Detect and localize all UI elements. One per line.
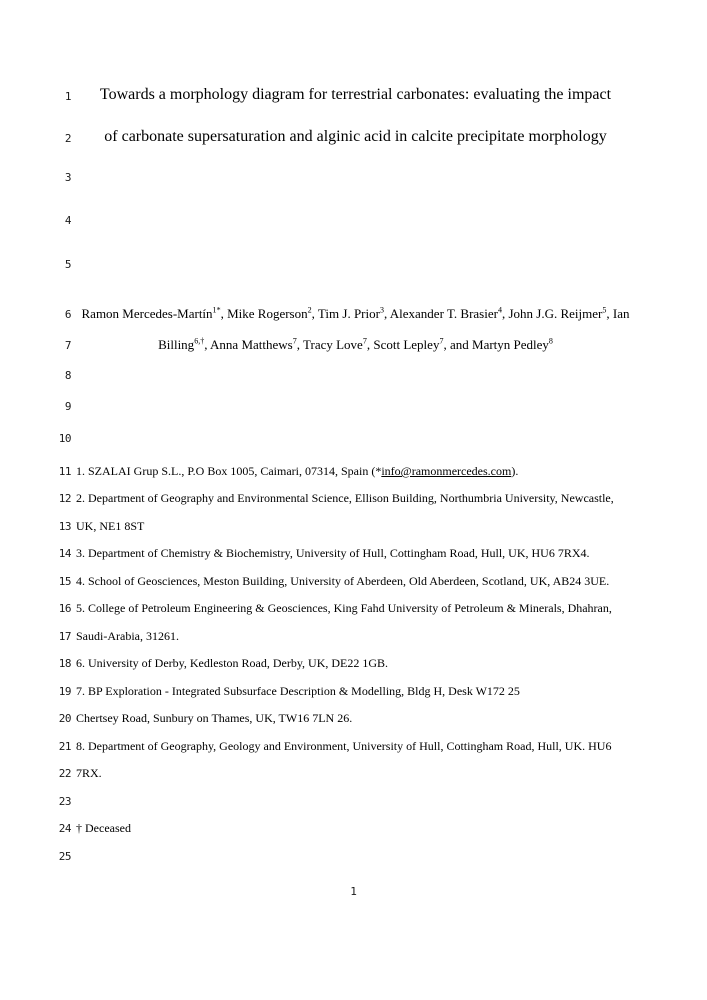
line-row-9 [0, 399, 707, 423]
author-superscript: 4 [497, 305, 502, 315]
body-line: UK, NE1 8ST [76, 519, 145, 533]
line-number: 24 [58, 822, 71, 835]
text-segment: 1. SZALAI Grup S.L., P.O Box 1005, Caimari, 07314, Spain (* [76, 464, 382, 478]
line-number: 16 [58, 602, 71, 615]
line-row-20 [0, 711, 707, 735]
email-link[interactable]: info@ramonmercedes.com [381, 464, 512, 478]
line-row-12 [0, 491, 707, 515]
author-superscript: 6,† [194, 336, 205, 346]
line-row-2 [0, 128, 707, 152]
text-segment: , John J.G. Reijmer [501, 306, 603, 321]
text-segment: , Alexander T. Brasier [383, 306, 498, 321]
line-row-18 [0, 656, 707, 680]
body-line: 7RX. [76, 766, 102, 780]
line-number: 2 [64, 132, 71, 145]
line-number: 20 [58, 712, 71, 725]
line-number: 14 [58, 547, 71, 560]
line-row-21 [0, 739, 707, 763]
author-superscript: 5 [602, 305, 607, 315]
body-line: 8. Department of Geography, Geology and Environment, University of Hull, Cottingham Road, Hull, UK. HU6 [76, 739, 612, 753]
body-line [76, 464, 635, 479]
text-segment: ). [511, 464, 519, 478]
author-superscript: 1* [212, 305, 221, 315]
text-segment: Billing [158, 337, 195, 352]
line-number: 3 [64, 171, 71, 184]
text-segment: , Tracy Love [296, 337, 363, 352]
line-row-16 [0, 601, 707, 625]
line-row-4 [0, 213, 707, 237]
author-line [76, 306, 635, 322]
text-segment: , Ian [606, 306, 630, 321]
text-segment: Ramon Mercedes-Martín [81, 306, 213, 321]
line-number: 1 [64, 90, 71, 103]
line-number: 10 [58, 432, 71, 445]
body-line: † Deceased [76, 821, 131, 835]
line-row-6 [0, 306, 707, 330]
text-segment: , Mike Rogerson [220, 306, 308, 321]
body-line: 4. School of Geosciences, Meston Building, University of Aberdeen, Old Aberdeen, Scotland, UK, AB24 3UE. [76, 574, 610, 588]
line-row-5 [0, 257, 707, 281]
author-line [76, 337, 635, 353]
line-number: 4 [64, 214, 71, 227]
line-row-17 [0, 629, 707, 653]
line-row-22 [0, 766, 707, 790]
line-number: 5 [64, 258, 71, 271]
line-row-23 [0, 794, 707, 818]
line-number: 19 [58, 685, 71, 698]
line-number: 8 [64, 369, 71, 382]
page-number: 1 [350, 885, 357, 898]
line-number: 15 [58, 575, 71, 588]
body-line: 7. BP Exploration - Integrated Subsurface Description & Modelling, Bldg H, Desk W172 25 [76, 684, 520, 698]
line-number: 23 [58, 795, 71, 808]
line-row-11 [0, 464, 707, 488]
author-superscript: 3 [379, 305, 384, 315]
title-line: Towards a morphology diagram for terrestrial carbonates: evaluating the impact [99, 86, 612, 103]
line-row-24 [0, 821, 707, 845]
line-row-7 [0, 337, 707, 361]
line-number: 17 [58, 630, 71, 643]
line-number: 7 [64, 339, 71, 352]
body-line: Chertsey Road, Sunbury on Thames, UK, TW16 7LN 26. [76, 711, 353, 725]
line-row-1 [0, 86, 707, 110]
line-row-25 [0, 849, 707, 873]
line-row-15 [0, 574, 707, 598]
line-row-8 [0, 368, 707, 392]
line-number: 13 [58, 520, 71, 533]
text-segment: , and Martyn Pedley [443, 337, 549, 352]
line-number: 12 [58, 492, 71, 505]
author-superscript: 7 [362, 336, 367, 346]
body-line: 3. Department of Chemistry & Biochemistry, University of Hull, Cottingham Road, Hull, UK, HU6 7RX4. [76, 546, 590, 560]
line-row-13 [0, 519, 707, 543]
body-line: 6. University of Derby, Kedleston Road, Derby, UK, DE22 1GB. [76, 656, 389, 670]
line-row-14 [0, 546, 707, 570]
body-line: Saudi-Arabia, 31261. [76, 629, 179, 643]
line-number: 18 [58, 657, 71, 670]
title-line: of carbonate supersaturation and alginic acid in calcite precipitate morphology [104, 128, 607, 145]
line-number: 25 [58, 850, 71, 863]
line-row-19 [0, 684, 707, 708]
line-number: 22 [58, 767, 71, 780]
body-line: 2. Department of Geography and Environmental Science, Ellison Building, Northumbria University, Newcastle, [76, 491, 614, 505]
line-row-3 [0, 170, 707, 194]
text-segment: , Tim J. Prior [311, 306, 380, 321]
line-row-10 [0, 431, 707, 455]
line-number: 9 [64, 400, 71, 413]
author-superscript: 8 [548, 336, 553, 346]
author-superscript: 7 [439, 336, 444, 346]
author-superscript: 7 [292, 336, 297, 346]
text-segment: , Scott Lepley [366, 337, 440, 352]
text-segment: , Anna Matthews [204, 337, 293, 352]
body-line: 5. College of Petroleum Engineering & Geosciences, King Fahd University of Petroleum & Minerals, Dhahran, [76, 601, 612, 615]
author-superscript: 2 [307, 305, 312, 315]
line-number: 6 [64, 308, 71, 321]
line-number: 11 [58, 465, 71, 478]
line-number: 21 [58, 740, 71, 753]
